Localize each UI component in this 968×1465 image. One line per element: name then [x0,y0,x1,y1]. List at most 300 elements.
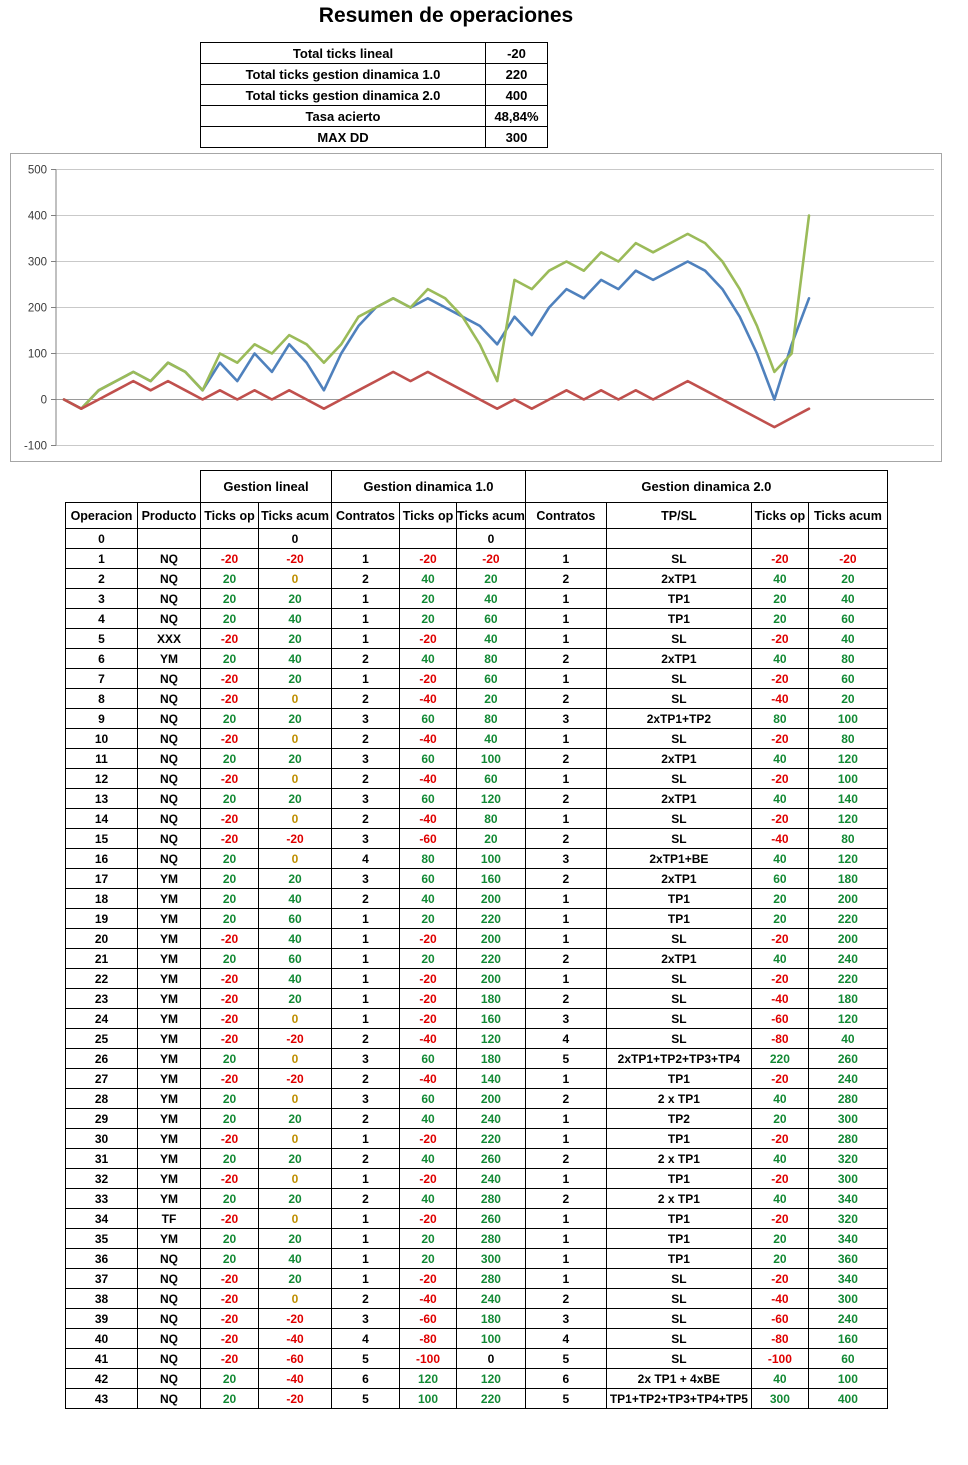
cell-r8-c6: 20 [457,689,526,709]
column-header-0: Operacion [66,503,138,529]
cell-r23-c2: -20 [201,989,259,1009]
cell-r23-c10: 180 [808,989,887,1009]
cell-r43-c0: 43 [66,1389,138,1409]
cell-r20-c9: -20 [751,929,808,949]
cell-r33-c8: 2 x TP1 [606,1189,751,1209]
cell-r24-c0: 24 [66,1009,138,1029]
cell-r4-c1: NQ [138,609,201,629]
cell-r1-c5: -20 [400,549,457,569]
table-row-25 [66,1029,888,1049]
cell-r39-c4: 3 [332,1309,400,1329]
cell-r26-c4: 3 [332,1049,400,1069]
cell-r42-c2: 20 [201,1369,259,1389]
cell-r27-c9: -20 [751,1069,808,1089]
cell-r22-c2: -20 [201,969,259,989]
cell-r33-c4: 2 [332,1189,400,1209]
cell-r6-c5: 40 [400,649,457,669]
cell-r40-c6: 100 [457,1329,526,1349]
cell-r43-c5: 100 [400,1389,457,1409]
cell-r0-c8 [606,529,751,549]
cell-r0-c3: 0 [259,529,332,549]
cell-r22-c1: YM [138,969,201,989]
table-row-10 [66,729,888,749]
cell-r8-c10: 20 [808,689,887,709]
cell-r23-c5: -20 [400,989,457,1009]
cell-r43-c2: 20 [201,1389,259,1409]
cell-r20-c8: SL [606,929,751,949]
cell-r11-c9: 40 [751,749,808,769]
cell-r10-c6: 40 [457,729,526,749]
cell-r0-c0: 0 [66,529,138,549]
cell-r0-c4 [332,529,400,549]
cell-r37-c6: 280 [457,1269,526,1289]
cell-r1-c8: SL [606,549,751,569]
cell-r5-c8: SL [606,629,751,649]
cell-r28-c3: 0 [259,1089,332,1109]
cell-r20-c2: -20 [201,929,259,949]
cell-r0-c1 [138,529,201,549]
cell-r5-c9: -20 [751,629,808,649]
cell-r28-c8: 2 x TP1 [606,1089,751,1109]
table-row-43 [66,1389,888,1409]
cell-r16-c3: 0 [259,849,332,869]
cell-r3-c3: 20 [259,589,332,609]
cell-r18-c9: 20 [751,889,808,909]
y-axis-label-100: 100 [27,348,47,361]
cell-r14-c5: -40 [400,809,457,829]
cell-r6-c6: 80 [457,649,526,669]
column-header-2: Ticks op [201,503,259,529]
y-axis-label-400: 400 [27,210,47,223]
cell-r5-c4: 1 [332,629,400,649]
cell-r21-c3: 60 [259,949,332,969]
cell-r0-c2 [201,529,259,549]
cell-r2-c6: 20 [457,569,526,589]
cell-r4-c5: 20 [400,609,457,629]
table-row-20 [66,929,888,949]
cell-r39-c0: 39 [66,1309,138,1329]
cell-r12-c1: NQ [138,769,201,789]
cell-r41-c6: 0 [457,1349,526,1369]
cell-r31-c10: 320 [808,1149,887,1169]
cell-r5-c5: -20 [400,629,457,649]
cell-r27-c2: -20 [201,1069,259,1089]
cell-r30-c4: 1 [332,1129,400,1149]
cell-r29-c4: 2 [332,1109,400,1129]
cell-r31-c1: YM [138,1149,201,1169]
cell-r42-c9: 40 [751,1369,808,1389]
cell-r1-c9: -20 [751,549,808,569]
cell-r6-c10: 80 [808,649,887,669]
cell-r13-c10: 140 [808,789,887,809]
cell-r25-c6: 120 [457,1029,526,1049]
cell-r1-c10: -20 [808,549,887,569]
cell-r35-c1: YM [138,1229,201,1249]
cell-r2-c9: 40 [751,569,808,589]
cell-r19-c3: 60 [259,909,332,929]
cell-r31-c8: 2 x TP1 [606,1149,751,1169]
table-row-1 [66,549,888,569]
cell-r18-c4: 2 [332,889,400,909]
cell-r34-c6: 260 [457,1209,526,1229]
cell-r26-c3: 0 [259,1049,332,1069]
cell-r26-c0: 26 [66,1049,138,1069]
cell-r14-c3: 0 [259,809,332,829]
cell-r31-c4: 2 [332,1149,400,1169]
summary-label: Total ticks gestion dinamica 1.0 [201,64,486,85]
cell-r2-c0: 2 [66,569,138,589]
cell-r23-c1: YM [138,989,201,1009]
table-row-6 [66,649,888,669]
table-row-27 [66,1069,888,1089]
cell-r27-c4: 2 [332,1069,400,1089]
cell-r37-c5: -20 [400,1269,457,1289]
summary-value: 400 [486,85,548,106]
cell-r40-c0: 40 [66,1329,138,1349]
operations-chart-svg [11,154,939,459]
table-row-38 [66,1289,888,1309]
table-row-37 [66,1269,888,1289]
cell-r37-c7: 1 [525,1269,606,1289]
cell-r39-c6: 180 [457,1309,526,1329]
cell-r32-c3: 0 [259,1169,332,1189]
cell-r36-c1: NQ [138,1249,201,1269]
cell-r1-c6: -20 [457,549,526,569]
cell-r7-c2: -20 [201,669,259,689]
table-row-42 [66,1369,888,1389]
cell-r34-c10: 320 [808,1209,887,1229]
cell-r4-c7: 1 [525,609,606,629]
cell-r29-c9: 20 [751,1109,808,1129]
cell-r8-c7: 2 [525,689,606,709]
cell-r9-c7: 3 [525,709,606,729]
cell-r19-c9: 20 [751,909,808,929]
cell-r3-c8: TP1 [606,589,751,609]
cell-r35-c0: 35 [66,1229,138,1249]
cell-r4-c10: 60 [808,609,887,629]
cell-r41-c2: -20 [201,1349,259,1369]
cell-r24-c10: 120 [808,1009,887,1029]
column-header-9: Ticks op [751,503,808,529]
series-line-2 [64,216,809,409]
summary-row-1 [201,64,548,85]
cell-r11-c6: 100 [457,749,526,769]
cell-r30-c8: TP1 [606,1129,751,1149]
cell-r42-c7: 6 [525,1369,606,1389]
cell-r18-c8: TP1 [606,889,751,909]
cell-r22-c4: 1 [332,969,400,989]
cell-r41-c8: SL [606,1349,751,1369]
summary-label: Total ticks gestion dinamica 2.0 [201,85,486,106]
cell-r4-c3: 40 [259,609,332,629]
cell-r35-c3: 20 [259,1229,332,1249]
cell-r27-c10: 240 [808,1069,887,1089]
cell-r32-c5: -20 [400,1169,457,1189]
cell-r30-c0: 30 [66,1129,138,1149]
cell-r19-c8: TP1 [606,909,751,929]
table-row-14 [66,809,888,829]
cell-r43-c7: 5 [525,1389,606,1409]
cell-r18-c2: 20 [201,889,259,909]
cell-r7-c6: 60 [457,669,526,689]
cell-r43-c8: TP1+TP2+TP3+TP4+TP5 [606,1389,751,1409]
cell-r38-c0: 38 [66,1289,138,1309]
cell-r14-c4: 2 [332,809,400,829]
column-header-1: Producto [138,503,201,529]
cell-r9-c6: 80 [457,709,526,729]
cell-r40-c1: NQ [138,1329,201,1349]
cell-r22-c5: -20 [400,969,457,989]
cell-r42-c4: 6 [332,1369,400,1389]
cell-r37-c4: 1 [332,1269,400,1289]
cell-r28-c7: 2 [525,1089,606,1109]
cell-r3-c7: 1 [525,589,606,609]
cell-r41-c0: 41 [66,1349,138,1369]
cell-r30-c10: 280 [808,1129,887,1149]
cell-r8-c5: -40 [400,689,457,709]
cell-r26-c10: 260 [808,1049,887,1069]
summary-row-0 [201,43,548,64]
cell-r31-c9: 40 [751,1149,808,1169]
cell-r18-c1: YM [138,889,201,909]
cell-r28-c10: 280 [808,1089,887,1109]
table-row-24 [66,1009,888,1029]
cell-r40-c10: 160 [808,1329,887,1349]
cell-r10-c0: 10 [66,729,138,749]
cell-r13-c5: 60 [400,789,457,809]
cell-r33-c10: 340 [808,1189,887,1209]
cell-r35-c10: 340 [808,1229,887,1249]
cell-r23-c7: 2 [525,989,606,1009]
cell-r8-c2: -20 [201,689,259,709]
column-header-3: Ticks acum [259,503,332,529]
cell-r35-c4: 1 [332,1229,400,1249]
cell-r35-c5: 20 [400,1229,457,1249]
cell-r24-c8: SL [606,1009,751,1029]
cell-r17-c9: 60 [751,869,808,889]
cell-r36-c2: 20 [201,1249,259,1269]
cell-r5-c3: 20 [259,629,332,649]
cell-r15-c0: 15 [66,829,138,849]
cell-r2-c1: NQ [138,569,201,589]
cell-r17-c6: 160 [457,869,526,889]
cell-r30-c3: 0 [259,1129,332,1149]
cell-r24-c2: -20 [201,1009,259,1029]
cell-r42-c10: 100 [808,1369,887,1389]
table-row-36 [66,1249,888,1269]
summary-value: 48,84% [486,106,548,127]
cell-r5-c1: XXX [138,629,201,649]
cell-r18-c7: 1 [525,889,606,909]
cell-r6-c8: 2xTP1 [606,649,751,669]
cell-r30-c6: 220 [457,1129,526,1149]
cell-r28-c4: 3 [332,1089,400,1109]
cell-r41-c1: NQ [138,1349,201,1369]
cell-r7-c3: 20 [259,669,332,689]
cell-r9-c9: 80 [751,709,808,729]
cell-r38-c8: SL [606,1289,751,1309]
cell-r40-c3: -40 [259,1329,332,1349]
cell-r39-c2: -20 [201,1309,259,1329]
cell-r28-c6: 200 [457,1089,526,1109]
cell-r11-c7: 2 [525,749,606,769]
cell-r7-c9: -20 [751,669,808,689]
column-header-6: Ticks acum [457,503,526,529]
table-row-2 [66,569,888,589]
column-header-7: Contratos [525,503,606,529]
cell-r34-c3: 0 [259,1209,332,1229]
cell-r22-c3: 40 [259,969,332,989]
table-row-7 [66,669,888,689]
cell-r40-c7: 4 [525,1329,606,1349]
cell-r41-c7: 5 [525,1349,606,1369]
cell-r36-c6: 300 [457,1249,526,1269]
cell-r5-c0: 5 [66,629,138,649]
table-row-5 [66,629,888,649]
summary-value: 220 [486,64,548,85]
cell-r12-c10: 100 [808,769,887,789]
cell-r22-c9: -20 [751,969,808,989]
table-row-3 [66,589,888,609]
cell-r11-c1: NQ [138,749,201,769]
cell-r25-c7: 4 [525,1029,606,1049]
cell-r12-c9: -20 [751,769,808,789]
summary-row-2 [201,85,548,106]
cell-r22-c6: 200 [457,969,526,989]
cell-r38-c10: 300 [808,1289,887,1309]
cell-r25-c3: -20 [259,1029,332,1049]
cell-r15-c4: 3 [332,829,400,849]
cell-r38-c9: -40 [751,1289,808,1309]
cell-r32-c2: -20 [201,1169,259,1189]
cell-r23-c6: 180 [457,989,526,1009]
cell-r13-c3: 20 [259,789,332,809]
cell-r35-c8: TP1 [606,1229,751,1249]
cell-r29-c0: 29 [66,1109,138,1129]
cell-r40-c2: -20 [201,1329,259,1349]
cell-r12-c4: 2 [332,769,400,789]
cell-r13-c1: NQ [138,789,201,809]
cell-r33-c6: 280 [457,1189,526,1209]
cell-r14-c10: 120 [808,809,887,829]
cell-r16-c0: 16 [66,849,138,869]
cell-r10-c7: 1 [525,729,606,749]
cell-r37-c2: -20 [201,1269,259,1289]
cell-r27-c7: 1 [525,1069,606,1089]
cell-r40-c9: -80 [751,1329,808,1349]
cell-r33-c2: 20 [201,1189,259,1209]
cell-r27-c1: YM [138,1069,201,1089]
cell-r12-c5: -40 [400,769,457,789]
cell-r26-c9: 220 [751,1049,808,1069]
cell-r38-c3: 0 [259,1289,332,1309]
cell-r21-c2: 20 [201,949,259,969]
cell-r12-c8: SL [606,769,751,789]
cell-r14-c7: 1 [525,809,606,829]
cell-r19-c0: 19 [66,909,138,929]
cell-r0-c7 [525,529,606,549]
cell-r30-c7: 1 [525,1129,606,1149]
cell-r27-c8: TP1 [606,1069,751,1089]
cell-r35-c7: 1 [525,1229,606,1249]
cell-r19-c7: 1 [525,909,606,929]
cell-r27-c5: -40 [400,1069,457,1089]
cell-r31-c7: 2 [525,1149,606,1169]
cell-r34-c8: TP1 [606,1209,751,1229]
operations-table [65,470,888,1409]
cell-r43-c4: 5 [332,1389,400,1409]
cell-r4-c2: 20 [201,609,259,629]
table-row-11 [66,749,888,769]
cell-r15-c8: SL [606,829,751,849]
cell-r16-c1: NQ [138,849,201,869]
cell-r38-c4: 2 [332,1289,400,1309]
cell-r13-c0: 13 [66,789,138,809]
cell-r15-c3: -20 [259,829,332,849]
cell-r6-c7: 2 [525,649,606,669]
cell-r2-c3: 0 [259,569,332,589]
cell-r24-c1: YM [138,1009,201,1029]
cell-r0-c9 [751,529,808,549]
cell-r0-c5 [400,529,457,549]
cell-r40-c8: SL [606,1329,751,1349]
cell-r32-c4: 1 [332,1169,400,1189]
cell-r25-c1: YM [138,1029,201,1049]
cell-r38-c2: -20 [201,1289,259,1309]
cell-r22-c0: 22 [66,969,138,989]
cell-r26-c6: 180 [457,1049,526,1069]
cell-r9-c3: 20 [259,709,332,729]
cell-r13-c8: 2xTP1 [606,789,751,809]
cell-r14-c6: 80 [457,809,526,829]
cell-r17-c5: 60 [400,869,457,889]
cell-r29-c3: 20 [259,1109,332,1129]
group-header-2: Gestion dinamica 2.0 [525,471,887,503]
cell-r37-c1: NQ [138,1269,201,1289]
cell-r21-c6: 220 [457,949,526,969]
cell-r29-c8: TP2 [606,1109,751,1129]
cell-r3-c10: 40 [808,589,887,609]
cell-r36-c9: 20 [751,1249,808,1269]
cell-r5-c2: -20 [201,629,259,649]
cell-r5-c10: 40 [808,629,887,649]
table-row-19 [66,909,888,929]
cell-r8-c3: 0 [259,689,332,709]
cell-r32-c0: 32 [66,1169,138,1189]
cell-r9-c10: 100 [808,709,887,729]
cell-r19-c6: 220 [457,909,526,929]
cell-r3-c2: 20 [201,589,259,609]
cell-r1-c2: -20 [201,549,259,569]
cell-r1-c4: 1 [332,549,400,569]
cell-r18-c10: 200 [808,889,887,909]
cell-r5-c6: 40 [457,629,526,649]
cell-r35-c6: 280 [457,1229,526,1249]
cell-r34-c0: 34 [66,1209,138,1229]
group-header-1: Gestion dinamica 1.0 [332,471,526,503]
table-row-9 [66,709,888,729]
cell-r13-c6: 120 [457,789,526,809]
cell-r23-c9: -40 [751,989,808,1009]
cell-r34-c1: TF [138,1209,201,1229]
cell-r24-c3: 0 [259,1009,332,1029]
cell-r26-c7: 5 [525,1049,606,1069]
cell-r30-c2: -20 [201,1129,259,1149]
cell-r10-c4: 2 [332,729,400,749]
cell-r24-c9: -60 [751,1009,808,1029]
cell-r21-c4: 1 [332,949,400,969]
column-header-10: Ticks acum [808,503,887,529]
